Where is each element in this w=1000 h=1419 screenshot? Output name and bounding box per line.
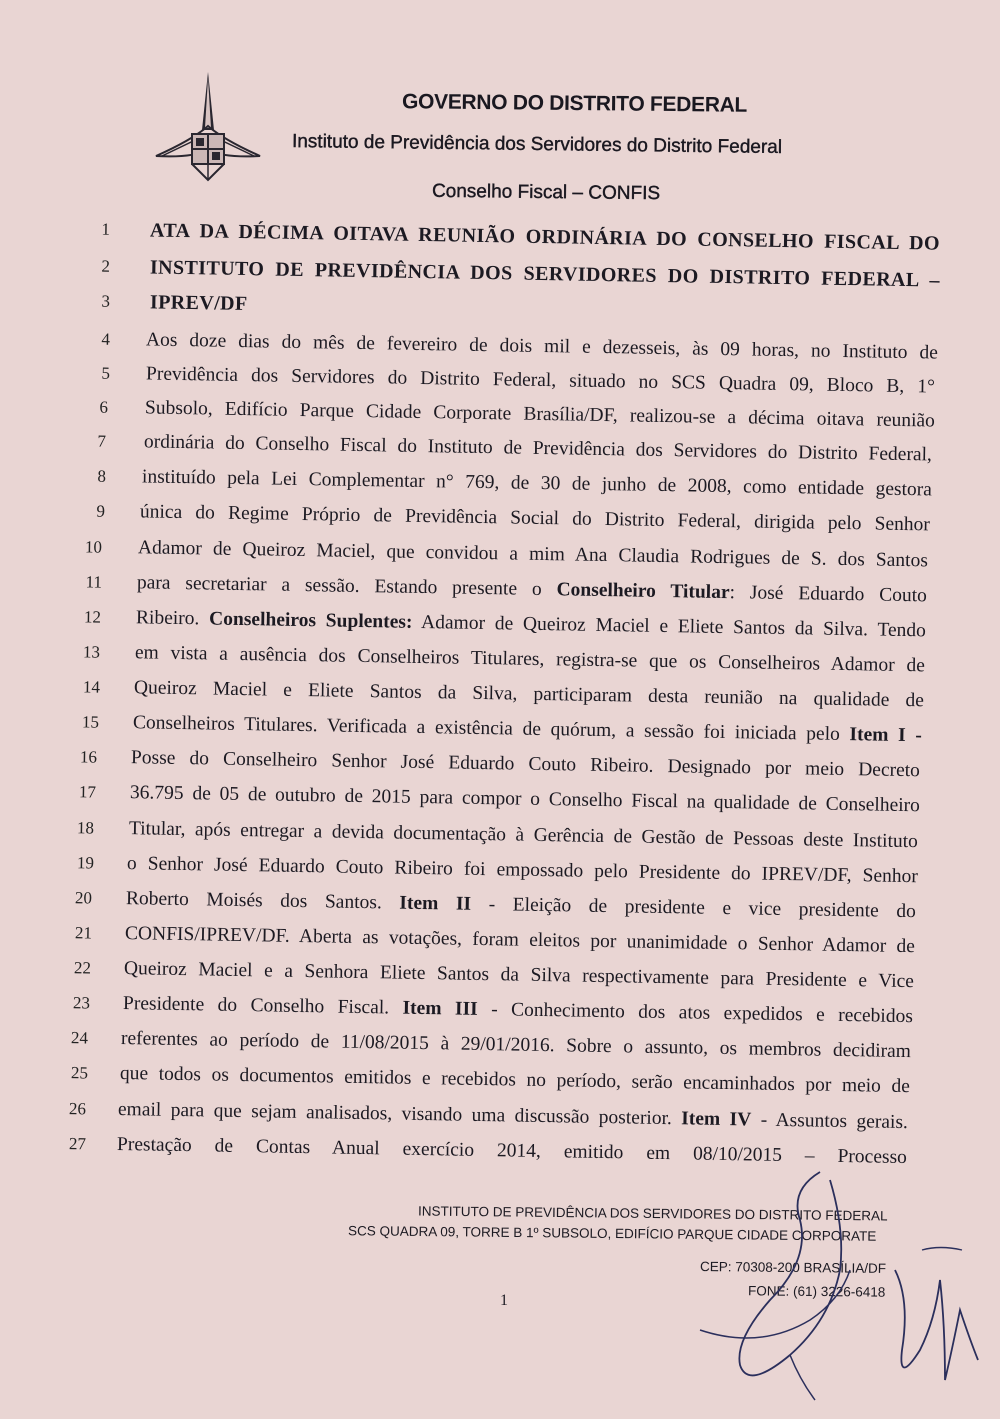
line-number: 13	[82, 642, 101, 662]
bold-segment: Item III	[402, 997, 478, 1020]
line-number: 10	[84, 537, 103, 557]
line-number: 2	[101, 256, 111, 276]
line-text: Subsolo, Edifício Parque Cidade Corporate Brasília/DF, realizou-se a décima oitava reunião	[144, 397, 936, 432]
line-number: 27	[68, 1134, 87, 1154]
line-number: 9	[96, 501, 106, 521]
line-number: 24	[70, 1028, 89, 1048]
line-number: 15	[81, 712, 100, 732]
line-number: 25	[70, 1063, 89, 1083]
text-segment: Roberto Moisés dos Santos.	[125, 888, 400, 914]
text-segment: email para que sejam analisados, visando uma discussão posterior.	[117, 1098, 682, 1130]
line-number: 23	[72, 993, 91, 1013]
government-heading: GOVERNO DO DISTRITO FEDERAL	[401, 90, 748, 117]
bold-segment: Conselheiros Suplentes:	[208, 608, 413, 633]
text-segment: - Conhecimento dos atos expedidos e recebidos	[477, 998, 914, 1028]
bold-segment: Item I -	[849, 724, 923, 747]
text-segment: Adamor de Queiroz Maciel e Eliete Santos da Silva. Tendo	[412, 611, 927, 642]
line-number: 6	[99, 397, 109, 417]
brasilia-coat-of-arms-logo	[152, 70, 262, 182]
line-text: o Senhor José Eduardo Couto Ribeiro foi empossado pelo Presidente do IPREV/DF, Senhor	[126, 853, 919, 888]
line-number: 17	[78, 782, 97, 802]
line-text: Adamor de Queiroz Maciel, que convidou a mim Ana Claudia Rodrigues de S. dos Santos	[137, 537, 929, 572]
footer-institute: INSTITUTO DE PREVIDÊNCIA DOS SERVIDORES DO DISTRITO FEDERAL	[417, 1203, 888, 1224]
line-text: Queiroz Maciel e a Senhora Eliete Santos da Silva respectivamente para Presidente e Vice	[123, 958, 915, 993]
text-segment: Presidente do Conselho Fiscal.	[122, 993, 403, 1019]
line-number: 11	[85, 572, 103, 592]
line-text: instituído pela Lei Complementar n° 769, de 30 de junho de 2008, como entidade gestora	[141, 466, 933, 501]
line-number: 21	[74, 923, 93, 943]
line-text: Posse do Conselheiro Senhor José Eduardo Couto Ribeiro. Designado por meio Decreto	[130, 747, 921, 782]
handwritten-signature	[640, 1150, 980, 1410]
text-segment: - Eleição de presidente e vice presidente do	[470, 893, 917, 923]
institute-heading: Instituto de Previdência dos Servidores do Distrito Federal	[291, 131, 783, 158]
bold-segment: Conselheiro Titular	[556, 579, 730, 604]
line-text: única do Regime Próprio de Previdência Social do Distrito Federal, dirigida pelo Senhor	[139, 501, 931, 536]
line-text: Queiroz Maciel e Eliete Santos da Silva, participaram desta reunião na qualidade de	[133, 677, 925, 712]
line-number: 19	[76, 853, 95, 873]
line-text: em vista a ausência dos Conselheiros Titulares, registra-se que os Conselheiros Adamor de	[134, 642, 926, 677]
footer-cep: CEP: 70308-200 BRASÍLIA/DF	[699, 1259, 887, 1276]
bold-segment: Item II	[399, 892, 472, 915]
line-text: Aos doze dias do mês de fevereiro de dois mil e dezesseis, às 09 horas, no Instituto de	[145, 329, 939, 364]
line-number: 8	[97, 466, 107, 486]
line-text: IPREV/DF	[149, 291, 248, 315]
bold-segment: Item IV	[681, 1108, 752, 1131]
footer-phone: FONE: (61) 3226-6418	[747, 1283, 886, 1300]
line-number: 22	[73, 958, 92, 978]
text-segment: : José Eduardo Couto	[729, 582, 928, 607]
line-number: 18	[76, 818, 95, 838]
footer-address: SCS QUADRA 09, TORRE B 1º SUBSOLO, EDIFÍCIO PARQUE CIDADE CORPORATE	[347, 1223, 877, 1244]
line-text: INSTITUTO DE PREVIDÊNCIA DOS SERVIDORES DO DISTRITO FEDERAL –	[149, 256, 941, 292]
line-number: 20	[74, 888, 93, 908]
line-number: 4	[101, 329, 111, 349]
text-segment: para secretariar a sessão. Estando presente o	[136, 572, 557, 601]
council-heading: Conselho Fiscal – CONFIS	[431, 180, 661, 205]
line-number: 3	[101, 291, 111, 311]
line-text: referentes ao período de 11/08/2015 à 29/01/2016. Sobre o assunto, os membros decidiram	[120, 1028, 912, 1063]
line-number: 12	[83, 607, 102, 627]
line-number: 7	[97, 431, 107, 451]
line-number: 1	[101, 219, 111, 239]
line-number: 26	[68, 1099, 87, 1119]
line-text: ordinária do Conselho Fiscal do Instituto de Previdência dos Servidores do Distrito Federal,	[143, 431, 933, 466]
line-text: Prestação de Contas Anual exercício 2014, emitido em 08/10/2015 – Processo	[116, 1133, 908, 1169]
line-text: Titular, após entregar a devida documentação à Gerência de Gestão de Pessoas deste Instituto	[128, 818, 919, 853]
text-segment: Conselheiros Titulares. Verificada a existência de quórum, a sessão foi iniciada pelo	[132, 712, 850, 746]
line-text: 36.795 de 05 de outubro de 2015 para compor o Conselho Fiscal na qualidade de Conselheiro	[129, 782, 921, 817]
line-text: ATA DA DÉCIMA OITAVA REUNIÃO ORDINÁRIA DO CONSELHO FISCAL DO	[149, 219, 941, 255]
line-text: Previdência dos Servidores do Distrito Federal, situado no SCS Quadra 09, Bloco B, 1°	[145, 363, 936, 398]
line-number: 5	[101, 363, 111, 383]
line-text: que todos os documentos emitidos e recebidos no período, serão encaminhados por meio de	[119, 1062, 911, 1098]
line-number: 16	[79, 747, 98, 767]
page-number: 1	[500, 1292, 508, 1309]
text-segment: - Assuntos gerais.	[751, 1109, 909, 1134]
line-text: CONFIS/IPREV/DF. Aberta as votações, foram eleitos por unanimidade o Senhor Adamor de	[124, 923, 916, 958]
line-number: 14	[82, 677, 101, 697]
text-segment: Ribeiro.	[135, 607, 210, 630]
